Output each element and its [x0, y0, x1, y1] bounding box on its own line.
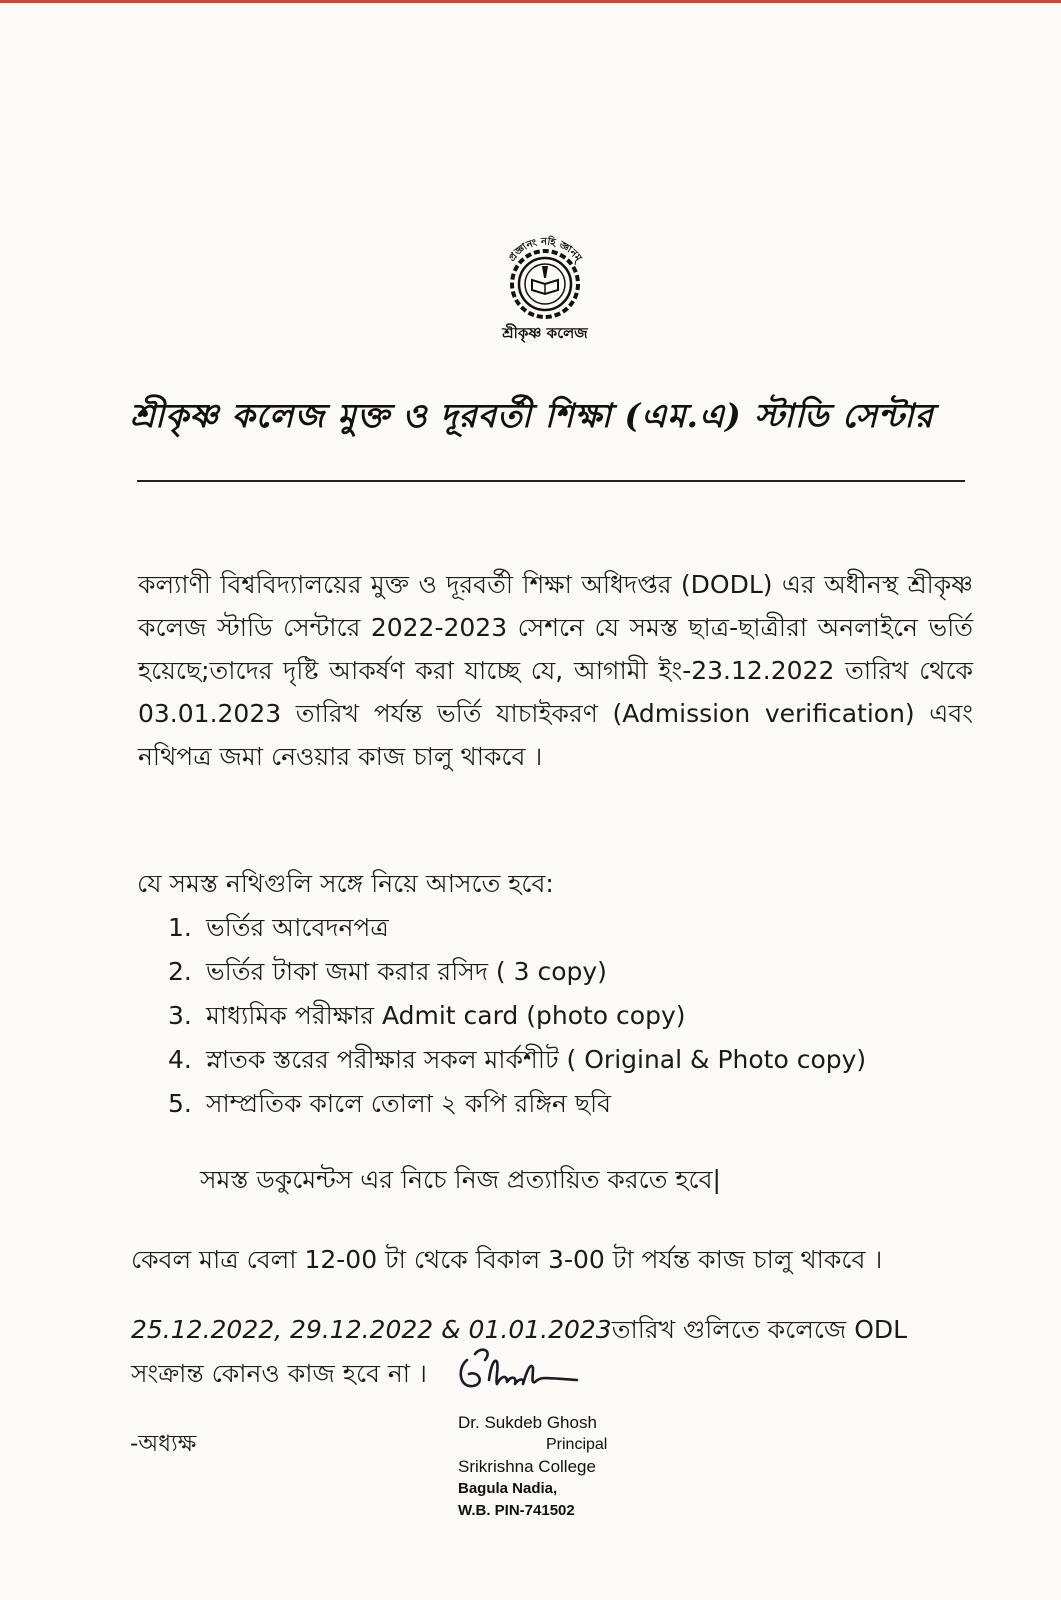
attestation-note: সমস্ত ডকুমেন্টস এর নিচে নিজ প্রত্যায়িত করতে হবে| — [200, 1165, 721, 1194]
list-item — [168, 994, 866, 1038]
header-divider — [137, 480, 965, 482]
list-item — [168, 906, 866, 950]
list-item — [168, 1038, 866, 1082]
designation: -অধ্যক্ষ — [130, 1431, 197, 1457]
working-hours: কেবল মাত্র বেলা 12-00 টা থেকে বিকাল 3-00 টা পর্যন্ত কাজ চালু থাকবে । — [131, 1245, 883, 1274]
signatory-title: Principal — [546, 1436, 608, 1453]
list-item-number: 1. — [168, 913, 192, 942]
list-item-text: স্নাতক স্তরের পরীক্ষার সকল মার্কশীট ( Original & Photo copy) — [206, 1045, 867, 1074]
documents-intro: যে সমস্ত নথিগুলি সঙ্গে নিয়ে আসতে হবে: — [137, 869, 554, 898]
list-item-number: 3. — [168, 1001, 192, 1030]
signatory-college: Srikrishna College — [458, 1457, 596, 1476]
signature-icon — [455, 1340, 595, 1400]
list-item-text: সাম্প্রতিক কালে তোলা ২ কপি রঙ্গিন ছবি — [206, 1089, 612, 1118]
page-top-edge — [0, 0, 1061, 3]
list-item — [168, 1082, 866, 1126]
closed-dates-text: তারিখ গুলিতে কলেজে ODL সংক্রান্ত কোনও কাজ হবে না । — [131, 1315, 908, 1388]
signatory-place: Bagula Nadia, — [458, 1480, 558, 1497]
signatory-name: Dr. Sukdeb Ghosh — [458, 1413, 597, 1432]
signature-block — [458, 1412, 607, 1522]
logo-arc-text: প্রজ্ঞানং নহি জ্ঞানম্ — [506, 236, 584, 264]
list-item-number: 2. — [168, 957, 192, 986]
list-item-number: 5. — [168, 1089, 192, 1118]
college-logo — [470, 222, 620, 347]
closed-dates: 25.12.2022, 29.12.2022 & 01.01.2023 — [131, 1315, 612, 1344]
list-item-text: ভর্তির আবেদনপত্র — [206, 913, 389, 942]
logo-label: শ্রীকৃষ্ণ কলেজ — [502, 324, 588, 342]
list-item — [168, 950, 866, 994]
list-item-number: 4. — [168, 1045, 192, 1074]
college-emblem-icon — [470, 222, 620, 322]
signatory-pin: W.B. PIN-741502 — [458, 1502, 575, 1519]
page-title: শ্রীকৃষ্ণ কলেজ মুক্ত ও দূরবর্তী শিক্ষা (এম.এ) স্টাডি সেন্টার — [130, 396, 934, 435]
list-item-text: মাধ্যমিক পরীক্ষার Admit card (photo copy) — [206, 1001, 686, 1030]
documents-list — [168, 906, 866, 1126]
list-item-text: ভর্তির টাকা জমা করার রসিদ ( 3 copy) — [206, 957, 607, 986]
notice-paragraph: কল্যাণী বিশ্ববিদ্যালয়ের মুক্ত ও দূরবর্তী শিক্ষা অধিদপ্তর (DODL) এর অধীনস্থ শ্রীকৃষ্ণ কলেজ স্টাডি সেন্টারে 2022-2023 সেশনে যে সমস্ত ছাত্র-ছাত্রীরা অনলাইনে ভর্তি হয়েছে;তাদের দৃষ্টি আকর্ষণ করা যাচ্ছে যে, আগামী ইং-23.12.2022 তারিখ থেকে 03.01.2023 তারিখ পর্যন্ত ভর্তি যাচাইকরণ (Admission verification) এবং নথিপত্র জমা নেওয়ার কাজ চালু থাকবে । — [138, 570, 973, 771]
